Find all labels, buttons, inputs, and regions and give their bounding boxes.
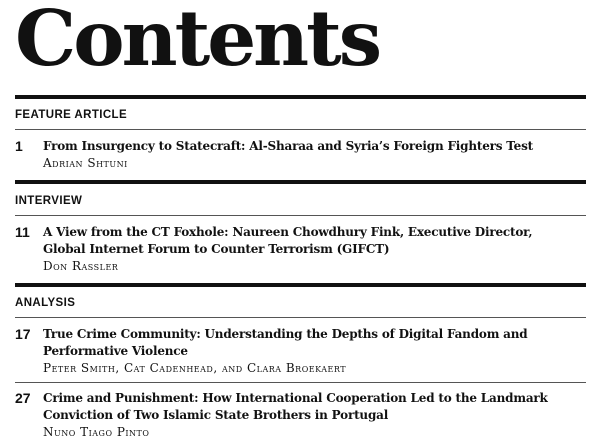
section-rule [15, 180, 586, 184]
entry-title[interactable]: A View from the CT Foxhole: Naureen Chowdhury Fink, Executive Director, Global Internet Forum to Counter Terrorism (GIFCT) [43, 225, 533, 256]
entry-author: Don Rassler [43, 259, 119, 273]
entry-author: Adrian Shtuni [43, 156, 128, 170]
section-divider [15, 215, 586, 216]
entry-title[interactable]: From Insurgency to Statecraft: Al-Sharaa and Syria’s Foreign Fighters Test [43, 139, 533, 153]
entry-page-number: 17 [15, 326, 31, 342]
section-label-interview: INTERVIEW [15, 195, 83, 207]
section-label-feature-article: FEATURE ARTICLE [15, 109, 128, 121]
entry-page-number: 27 [15, 390, 31, 406]
section-divider [15, 129, 586, 130]
entry-author: Peter Smith, Cat Cadenhead, and Clara Broekaert [43, 361, 347, 375]
section-label-analysis: ANALYSIS [15, 297, 76, 309]
entry-page-number: 1 [15, 138, 23, 154]
contents-page [15, 0, 586, 445]
entry-divider [15, 382, 586, 383]
page-title: Contents [15, 0, 380, 84]
section-divider [15, 317, 586, 318]
entry-author: Nuno Tiago Pinto [43, 425, 150, 439]
entry-page-number: 11 [15, 224, 30, 240]
section-rule [15, 283, 586, 287]
entry-title[interactable]: Crime and Punishment: How International Cooperation Led to the Landmark Conviction of Two Islamic State Brothers in Portugal [43, 391, 548, 422]
section-rule [15, 95, 586, 99]
entry-title[interactable]: True Crime Community: Understanding the Depths of Digital Fandom and Performative Violence [43, 327, 528, 358]
